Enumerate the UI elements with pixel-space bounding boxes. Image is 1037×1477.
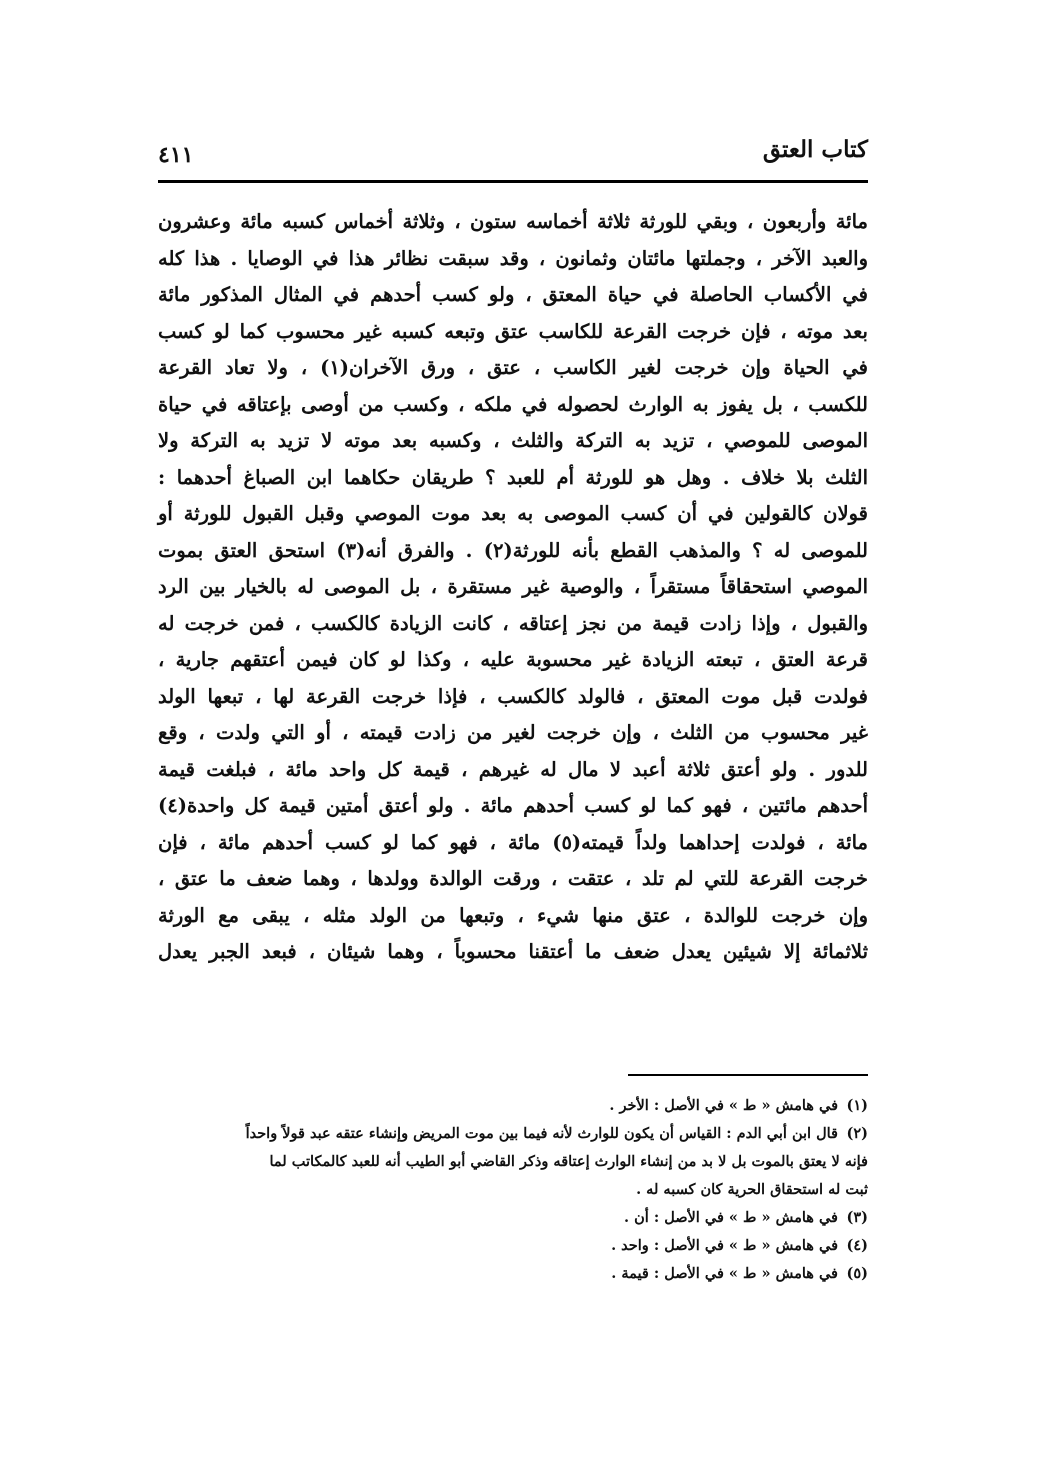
body-line: مائة وأربعون ، وبقي للورثة ثلاثة أخماسه ستون ، وثلاثة أخماس كسبه مائة وعشرون [158, 210, 868, 233]
footnote [158, 1092, 868, 1120]
footnote-separator [628, 1074, 868, 1076]
body-line: فولدت قبل موت المعتق ، فالولد كالكسب ، فإذا خرجت القرعة لها ، تبعها الولد [158, 684, 868, 708]
footnote-continuation: فإنه لا يعتق بالموت بل لا بد من إنشاء الوارث إعتاقه وذكر القاضي أبو الطيب أنه للعبد كالمكاتب لما [269, 1153, 868, 1170]
body-line: بعد موته ، فإن خرجت القرعة للكاسب عتق وتبعه كسبه غير محسوب كما لو كسب [158, 319, 868, 343]
body-line: والقبول ، وإذا زادت قيمة من نجز إعتاقه ، كانت الزيادة كالكسب ، فمن خرجت له [158, 611, 868, 635]
body-line: وإن خرجت للوالدة ، عتق منها شيء ، وتبعها من الولد مثله ، يبقى مع الورثة [158, 903, 868, 927]
body-line: الثلث بلا خلاف . وهل هو للورثة أم للعبد ؟ طريقان حكاهما ابن الصباغ أحدهما : [158, 465, 868, 489]
book-page [158, 118, 868, 1358]
footnote-text: في هامش « ط » في الأصل : واحد . [611, 1237, 838, 1254]
body-line: خرجت القرعة للتي لم تلد ، عتقت ، ورقت الوالدة وولدها ، وهما ضعف ما عتق ، [158, 867, 868, 890]
body-line: مائة ، فولدت إحداهما ولداً قيمته(٥) مائة ، فهو كما لو كسب أحدهم مائة ، فإن [158, 830, 868, 854]
body-line: قرعة العتق ، تبعته الزيادة غير محسوبة عليه ، وكذا لو كان فيمن أعتقهم جارية ، [158, 648, 868, 671]
body-line: الموصى للموصي ، تزيد به التركة والثلث ، وكسبه بعد موته لا تزيد به التركة ولا [158, 429, 868, 452]
body-line: للدور . ولو أعتق ثلاثة أعبد لا مال له غيرهم ، قيمة كل واحد مائة ، فبلغت قيمة [158, 757, 868, 781]
footnote [158, 1260, 868, 1288]
footnote-text: قال ابن أبي الدم : القياس أن يكون للوارث لأنه فيما بين موت المريض وإنشاء عتقه عبد قولاً واحداً [245, 1125, 838, 1142]
footnote-marker: (٣) [846, 1209, 868, 1226]
body-line: ثلاثمائة إلا شيئين يعدل ضعف ما أعتقنا محسوباً ، وهما شيئان ، فبعد الجبر يعدل [158, 940, 868, 963]
body-line: أحدهم مائتين ، فهو كما لو كسب أحدهم مائة . ولو أعتق أمتين قيمة كل واحدة(٤) [158, 794, 868, 817]
body-line: قولان كالقولين في أن كسب الموصى به بعد موت الموصي وقبل القبول للورثة أو [158, 502, 868, 525]
body-text [158, 204, 868, 971]
body-line: للكسب ، بل يفوز به الوارث لحصوله في ملكه ، وكسب من أوصى بإعتاقه في حياة [158, 392, 868, 416]
footnote-text: في هامش « ط » في الأصل : قيمة . [611, 1265, 838, 1282]
body-line: في الحياة وإن خرجت لغير الكاسب ، عتق ، ورق الآخران(١) ، ولا تعاد القرعة [158, 356, 868, 379]
header-rule [158, 180, 868, 183]
page-header [158, 118, 868, 176]
running-title: كتاب العتق [762, 136, 868, 163]
footnote [158, 1204, 868, 1232]
footnote-text: في هامش « ط » في الأصل : أن . [624, 1209, 838, 1226]
footnote-continuation: ثبت له استحقاق الحرية كان كسبه له . [636, 1181, 868, 1198]
footnote-marker: (٥) [846, 1265, 868, 1282]
footnote-marker: (٢) [846, 1125, 868, 1142]
footnote [158, 1120, 868, 1148]
page-number: ٤١١ [158, 142, 194, 168]
footnote [158, 1232, 868, 1260]
footnotes [158, 1092, 868, 1288]
body-line: غير محسوب من الثلث ، وإن خرجت لغير من زادت قيمته ، أو التي ولدت ، وقع [158, 721, 868, 744]
footnote-marker: (١) [846, 1097, 868, 1114]
footnote-text: في هامش « ط » في الأصل : الأخر . [609, 1097, 838, 1114]
footnote-marker: (٤) [846, 1237, 868, 1254]
body-line: والعبد الآخر ، وجملتها مائتان وثمانون ، وقد سبقت نظائر هذا في الوصايا . هذا كله [158, 246, 868, 270]
body-line: للموصى له ؟ والمذهب القطع بأنه للورثة(٢) . والفرق أنه(٣) استحق العتق بموت [158, 538, 868, 562]
body-line: الموصي استحقاقاً مستقراً ، والوصية غير مستقرة ، بل الموصى له بالخيار بين الرد [158, 575, 868, 598]
body-line: في الأكساب الحاصلة في حياة المعتق ، ولو كسب أحدهم في المثال المذكور مائة [158, 283, 868, 306]
